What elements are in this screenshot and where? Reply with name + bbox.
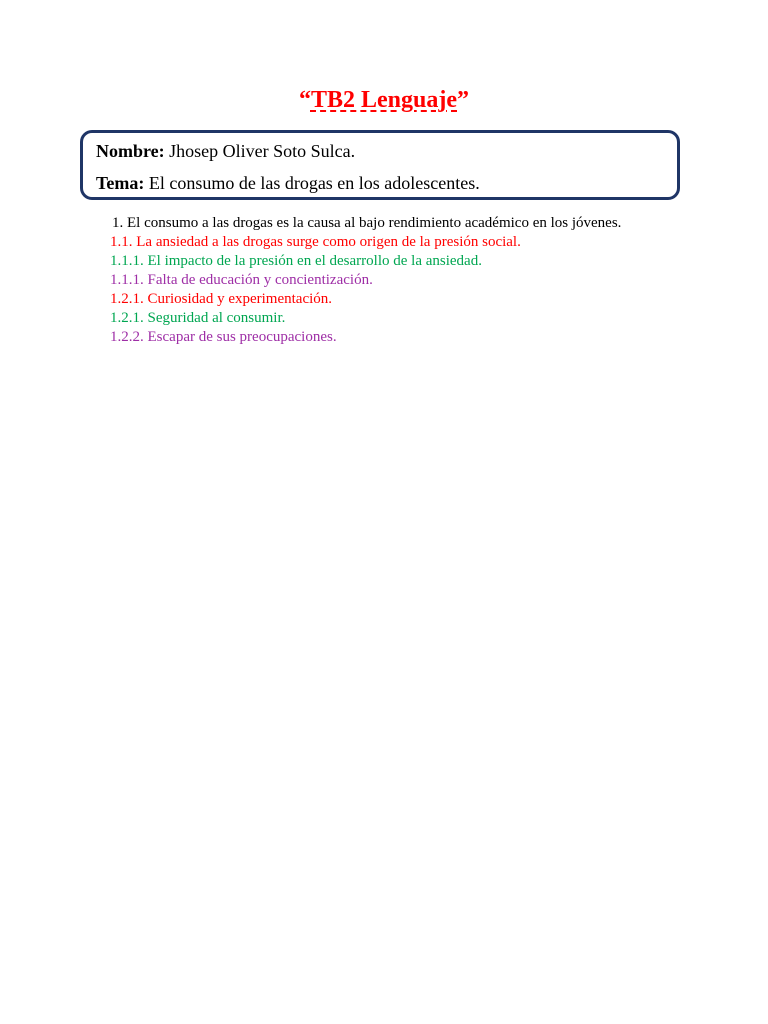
outline-item: 1.1. La ansiedad a las drogas surge como origen de la presión social. <box>110 234 521 250</box>
outline-item: 1.2.1. Seguridad al consumir. <box>110 310 286 326</box>
outline-item: 1. El consumo a las drogas es la causa al bajo rendimiento académico en los jóvenes. <box>112 215 622 231</box>
nombre-value: Jhosep Oliver Soto Sulca. <box>164 141 356 161</box>
outline-list <box>110 214 730 347</box>
tema-value: El consumo de las drogas en los adolescentes. <box>144 173 480 193</box>
tema-label: Tema: <box>96 173 145 193</box>
outline-item: 1.2.2. Escapar de sus preocupaciones. <box>110 329 337 345</box>
nombre-label: Nombre: <box>96 141 165 161</box>
open-quote: “ <box>298 87 311 113</box>
document-title <box>0 84 768 116</box>
title-text: TB2 Lenguaje <box>310 87 457 113</box>
info-box <box>80 130 680 200</box>
outline-item: 1.1.1. Falta de educación y concientización. <box>110 272 373 288</box>
outline-item: 1.2.1. Curiosidad y experimentación. <box>110 291 333 307</box>
outline-item: 1.1.1. El impacto de la presión en el desarrollo de la ansiedad. <box>110 253 482 269</box>
tema-line <box>96 172 480 194</box>
close-quote: ” <box>457 87 469 113</box>
nombre-line <box>96 140 355 162</box>
